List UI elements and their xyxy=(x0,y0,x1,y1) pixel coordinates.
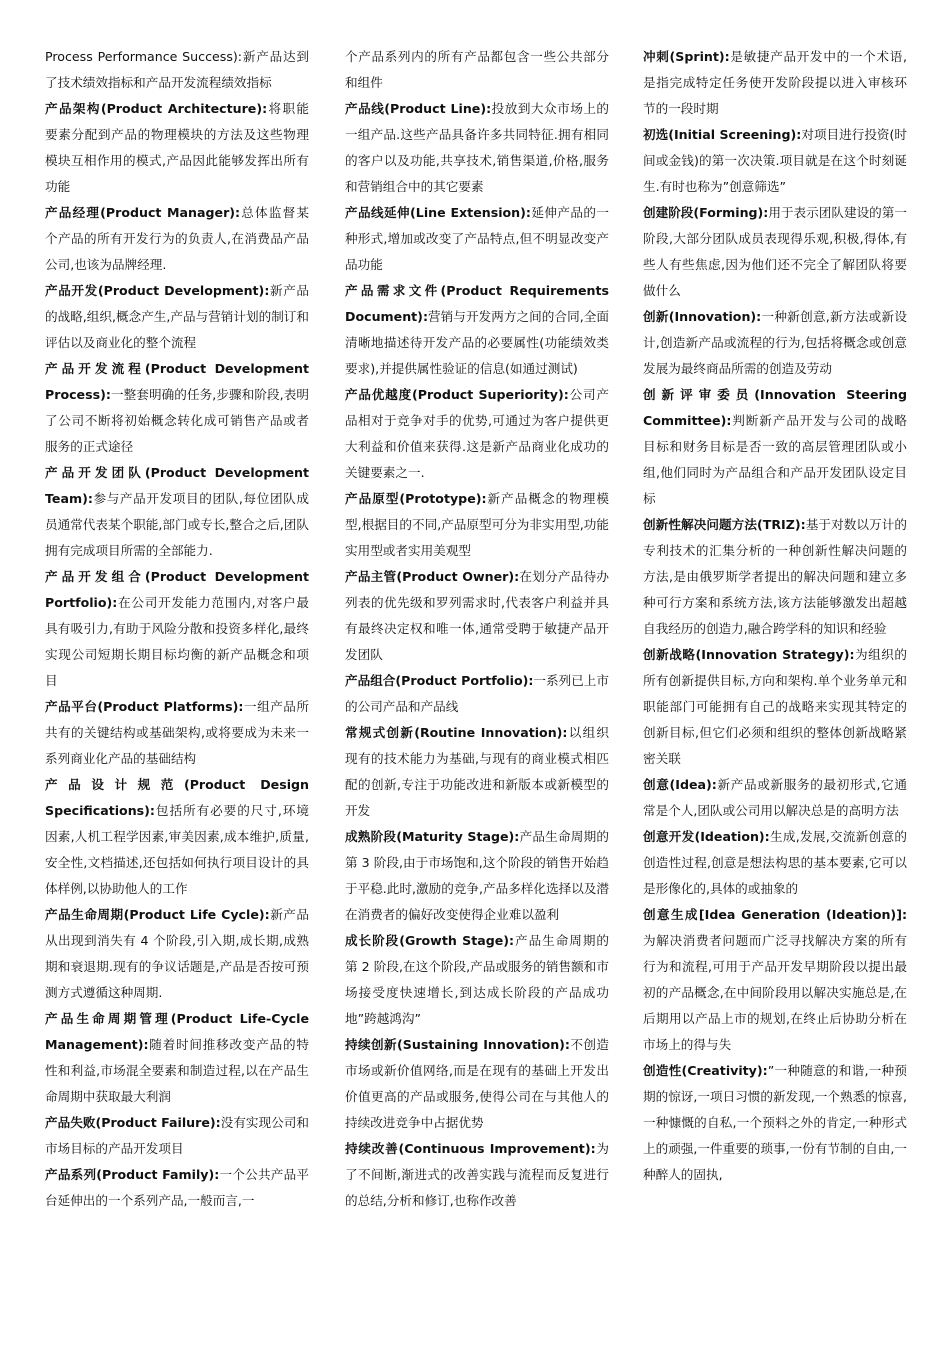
column-2 xyxy=(345,44,609,1214)
glossary-entry: 成长阶段(Growth Stage):产品生命周期的第 2 阶段,在这个阶段,产品或服务的销售额和市场接受度快速增长,到达成长阶段的产品成功地”跨越鸿沟” xyxy=(345,933,609,1026)
glossary-entry: 产品平台(Product Platforms):一组产品所共有的关键结构或基础架构,或将要成为未来一系列商业化产品的基础结构 xyxy=(45,699,310,766)
glossary-entry: 产品开发组合(Product Development Portfolio):在公司开发能力范围内,对客户最具有吸引力,有助于风险分散和投资多样化,最终实现公司短期长期目标均衡的新产品概念和项目 xyxy=(45,569,309,688)
column-1 xyxy=(45,44,309,1214)
glossary-entry: 创新性解决问题方法(TRIZ):基于对数以万计的专利技术的汇集分析的一种创新性解决问题的方法,是由俄罗斯学者提出的解决问题和建立多种可行方案和系统方法,该方法能够激发出超越自我经历的创造力,融合跨学科的知识和经验 xyxy=(643,517,908,636)
glossary-entry: 成熟阶段(Maturity Stage):产品生命周期的第 3 阶段,由于市场饱和,这个阶段的销售开始趋于平稳.此时,激励的竞争,产品多样化选择以及潜在消费者的偏好改变使得企业难以盈利 xyxy=(345,829,610,922)
glossary-entry: 产品开发(Product Development):新产品的战略,组织,概念产生,产品与营销计划的制订和评估以及商业化的整个流程 xyxy=(45,283,310,350)
glossary-entry: 产品生命周期管理(Product Life-Cycle Management):随着时间推移改变产品的特性和利益,市场混全要素和制造过程,以在产品生命周期中获取最大利润 xyxy=(45,1011,309,1104)
glossary-entry: 创意开发(Ideation):生成,发展,交流新创意的创造性过程,创意是想法构思的基本要素,它可以是形像化的,具体的或抽象的 xyxy=(643,829,907,896)
glossary-entry: 产品线延伸(Line Extension):延伸产品的一种形式,增加或改变了产品特点,但不明显改变产品功能 xyxy=(345,205,610,272)
glossary-entry: 产品组合(Product Portfolio):一系列已上市的公司产品和产品线 xyxy=(345,673,610,714)
glossary-entry: 创新评审委员(Innovation Steering Committee):判断新产品开发与公司的战略目标和财务目标是否一致的高层管理团队或小组,他们同时为产品组合和产品开发团队设定目标 xyxy=(643,387,907,506)
glossary-entry: 产品经理(Product Manager):总体监督某个产品的所有开发行为的负责人,在消费品产品公司,也该为品牌经理. xyxy=(45,205,309,272)
glossary-entry: 持续改善(Continuous Improvement):为了不间断,渐进式的改善实践与流程而反复进行的总结,分析和修订,也称作改善 xyxy=(345,1141,609,1208)
glossary-entry: 产品原型(Prototype):新产品概念的物理模型,根据目的不同,产品原型可分为非实用型,功能实用型或者实用美观型 xyxy=(345,491,609,558)
glossary-entry: 冲刺(Sprint):是敏捷产品开发中的一个术语,是指完成特定任务使开发阶段提以进入审核环节的一段时期 xyxy=(643,49,907,116)
glossary-entry: 产品架构(Product Architecture):将职能要素分配到产品的物理模块的方法及这些物理模块互相作用的模式,产品因此能够发挥出所有功能 xyxy=(45,101,309,194)
glossary-entry: 产品开发流程(Product Development Process):一整套明确的任务,步骤和阶段,表明了公司不断将初始概念转化成可销售产品或者服务的正式途径 xyxy=(45,361,309,454)
glossary-entry: 创意(Idea):新产品或新服务的最初形式,它通常是个人,团队或公司用以解决总是的高明方法 xyxy=(643,777,907,818)
glossary-entry: 初选(Initial Screening):对项目进行投资(时间或金钱)的第一次决策.项目就是在这个时刻诞生.有时也称为”创意筛选” xyxy=(643,127,908,194)
column-3 xyxy=(643,44,907,1188)
glossary-entry: 产品失败(Product Failure):没有实现公司和市场目标的产品开发项目 xyxy=(45,1115,309,1156)
glossary-entry: 创造性(Creativity):”一种随意的和谐,一种预期的惊讶,一项日习惯的新发现,一个熟悉的惊喜,一种慷慨的自私,一个预料之外的肯定,一种形式上的顽强,一件重要的琐事,一份有节制的自由,一种醉人的固执, xyxy=(643,1063,908,1182)
glossary-entry: 产品优越度(Product Superiority):公司产品相对于竞争对手的优势,可通过为客户提供更大利益和价值来获得.这是新产品商业化成功的关键要素之一. xyxy=(345,387,610,480)
glossary-entry: 产品生命周期(Product Life Cycle):新产品从出现到消失有 4 个阶段,引入期,成长期,成熟期和衰退期.现有的争议话题是,产品是否按可预测方式遵循这种周期. xyxy=(45,907,310,1000)
glossary-entry: 持续创新(Sustaining Innovation):不创造市场或新价值网络,而是在现有的基础上开发出价值更高的产品或服务,使得公司在与其他人的持续改进竞争中占据优势 xyxy=(345,1037,610,1130)
glossary-entry: 产品设计规范(Product Design Specifications):包括所有必要的尺寸,环境因素,人机工程学因素,审美因素,成本维护,质量,安全性,文档描述,还包括如何执行项目设计的具体样例,以协助他人的工作 xyxy=(45,777,309,896)
glossary-entry: 产品主管(Product Owner):在划分产品待办列表的优先级和罗列需求时,代表客户利益并具有最终决定权和唯一体,通常受聘于敏捷产品开发团队 xyxy=(345,569,609,662)
glossary-entry: 产品线(Product Line):投放到大众市场上的一组产品.这些产品具备许多共同特征.拥有相同的客户以及功能,共享技术,销售渠道,价格,服务和营销组合中的其它要素 xyxy=(345,101,610,194)
glossary-entry: 创建阶段(Forming):用于表示团队建设的第一阶段,大部分团队成员表现得乐观,积极,得体,有些人有些焦虑,因为他们还不完全了解团队将要做什么 xyxy=(643,205,907,298)
glossary-entry: 产品需求文件(Product Requirements Document):营销与开发两方之间的合同,全面清晰地描述待开发产品的必要属性(功能绩效类要求),并提供属性验证的信息(如通过测试) xyxy=(345,283,609,376)
glossary-entry: 创新(Innovation):一种新创意,新方法或新设计,创造新产品或流程的行为,包括将概念或创意发展为最终商品所需的创造及劳动 xyxy=(643,309,907,376)
glossary-entry: 创意生成[Idea Generation (Ideation)]:为解决消费者问题而广泛寻找解决方案的所有行为和流程,可用于产品开发早期阶段以提出最初的产品概念,在中间阶段用以解决实施总是,在后期用以产品上市的规划,在终止后协助分析在市场上的得与失 xyxy=(643,907,907,1052)
glossary-entry: 个产品系列内的所有产品都包含一些公共部分和组件 xyxy=(345,49,609,90)
glossary-entry: Process Performance Success):新产品达到了技术绩效指标和产品开发流程绩效指标 xyxy=(45,49,309,90)
glossary-entry: 常规式创新(Routine Innovation):以组织现有的技术能力为基础,与现有的商业模式相匹配的创新,专注于功能改进和新版本或新模型的开发 xyxy=(345,725,610,818)
glossary-entry: 产品系列(Product Family):一个公共产品平台延伸出的一个系列产品,一般而言,一 xyxy=(45,1167,309,1208)
glossary-entry: 创新战略(Innovation Strategy):为组织的所有创新提供目标,方向和架构.单个业务单元和职能部门可能拥有自己的战略来实现其特定的创新目标,但它们必须和组织的整体创新战略紧密关联 xyxy=(643,647,908,766)
glossary-entry: 产品开发团队(Product Development Team):参与产品开发项目的团队,每位团队成员通常代表某个职能,部门或专长,整合之后,团队拥有完成项目所需的全部能力. xyxy=(45,465,309,558)
